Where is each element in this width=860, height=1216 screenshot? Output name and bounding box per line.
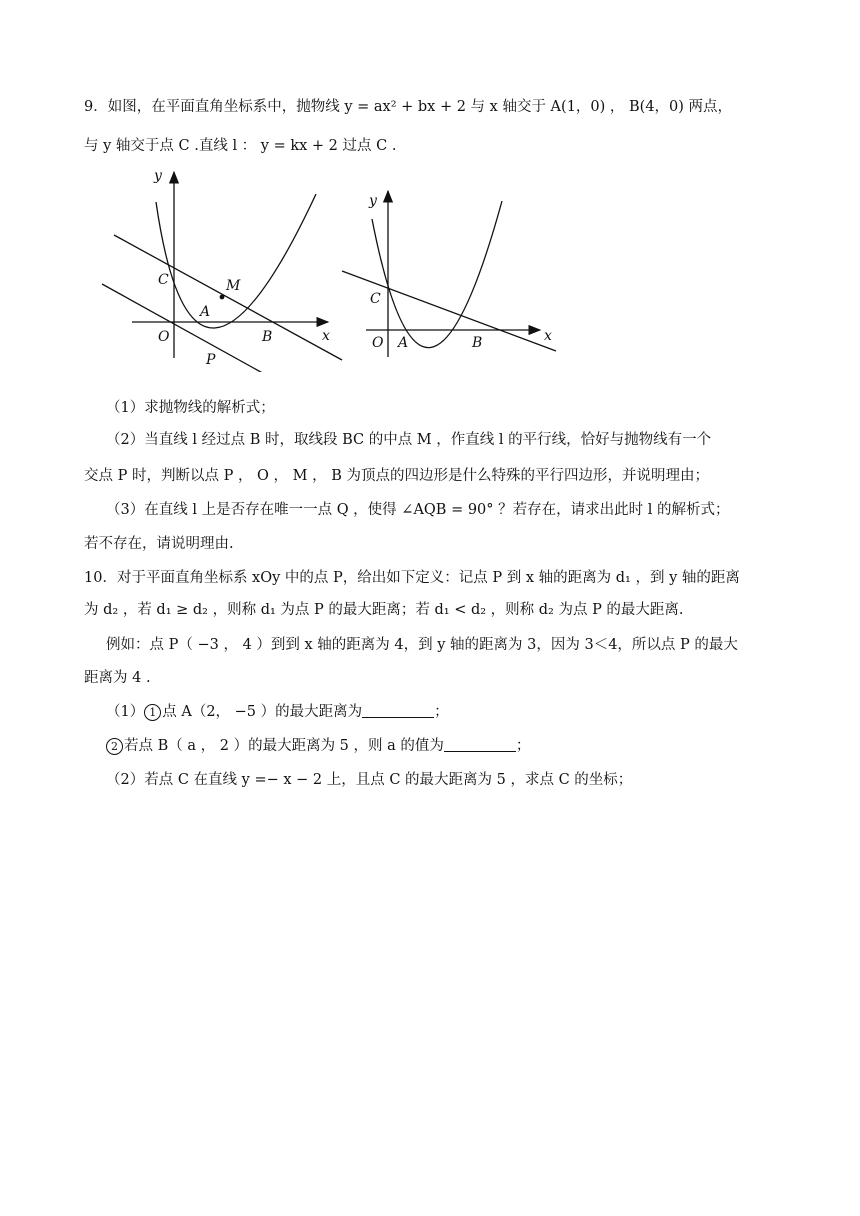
fig1-label-o: O [158, 329, 170, 345]
q10-stem-line1: 10．对于平面直角坐标系 xOy 中的点 P，给出如下定义：记点 P 到 x 轴的距离为 d₁ ，到 y 轴的距离 [84, 570, 740, 586]
fig2-label-c: C [370, 291, 381, 307]
fig2-label-a: A [398, 335, 409, 351]
q10-sub1 [106, 702, 449, 722]
q9-stem-line2: 与 y 轴交于点 C .直线 l ： y = kx + 2 过点 C . [84, 138, 397, 154]
q9-stem-line1: 9．如图，在平面直角坐标系中，抛物线 y = ax² + bx + 2 与 x 轴交于 A(1，0) ， B(4，0) 两点， [84, 99, 733, 115]
q9-part1: （1）求抛物线的解析式； [106, 400, 275, 416]
fig2-label-y: y [369, 193, 377, 209]
fig1-parabola [156, 194, 316, 328]
fig1-label-b: B [262, 329, 273, 345]
answer-blank-2[interactable] [444, 737, 516, 752]
q10-sub2-end: ； [515, 738, 531, 754]
q10-sub2-text: 若点 B（ a ， 2 ）的最大距离为 5 ，则 a 的值为 [124, 738, 444, 754]
q9-part3-line1: （3）在直线 l 上是否存在唯一一点 Q ，使得 ∠AQB = 90° ？若存在，请求出此时 l 的解析式； [106, 502, 730, 518]
circled-number-2-icon: 2 [106, 738, 123, 755]
fig1-line-cb [114, 235, 342, 360]
q10-sub1-end: ； [434, 704, 449, 720]
fig1-point-m [220, 295, 225, 300]
fig1-label-c: C [158, 272, 169, 288]
answer-blank-1[interactable] [362, 703, 434, 718]
q10-stem-line2: 为 d₂ ，若 d₁ ≥ d₂ ，则称 d₁ 为点 P 的最大距离；若 d₁ < d₂ ，则称 d₂ 为点 P 的最大距离. [84, 602, 684, 618]
fig2-label-b: B [472, 335, 483, 351]
fig1-label-y: y [154, 168, 162, 184]
q9-figure-2 [336, 185, 566, 360]
fig2-parabola [372, 201, 502, 348]
q10-sub1-text: 点 A（2， −5 ）的最大距离为 [162, 704, 363, 720]
q9-part2-line1: （2）当直线 l 经过点 B 时，取线段 BC 的中点 M ，作直线 l 的平行线，恰好与抛物线有一个 [106, 432, 712, 448]
circled-number-1-icon: 1 [144, 704, 161, 721]
q9-figure-1 [96, 166, 346, 372]
q9-part3-line2: 若不存在，请说明理由. [84, 536, 234, 552]
fig1-label-p: P [206, 352, 216, 368]
fig1-parallel-line [102, 284, 286, 372]
q10-example-line1: 例如：点 P（ −3 ， 4 ）到到 x 轴的距离为 4，到 y 轴的距离为 3，因为 3＜4，所以点 P 的最大 [106, 637, 738, 653]
q10-sub2 [106, 736, 530, 756]
fig1-label-m: M [226, 278, 241, 294]
fig1-label-x: x [322, 328, 330, 344]
q10-sub1-prefix: （1） [106, 704, 145, 720]
fig2-label-x: x [544, 328, 552, 344]
fig1-label-a: A [200, 304, 211, 320]
q10-part2: （2）若点 C 在直线 y =− x − 2 上，且点 C 的最大距离为 5 ，求点 C 的坐标； [106, 772, 633, 788]
fig2-label-o: O [372, 335, 384, 351]
q10-example-line2: 距离为 4 . [84, 670, 151, 686]
q9-part2-line2: 交点 P 时，判断以点 P ， O ， M ， B 为顶点的四边形是什么特殊的平行四边形，并说明理由； [84, 468, 709, 484]
